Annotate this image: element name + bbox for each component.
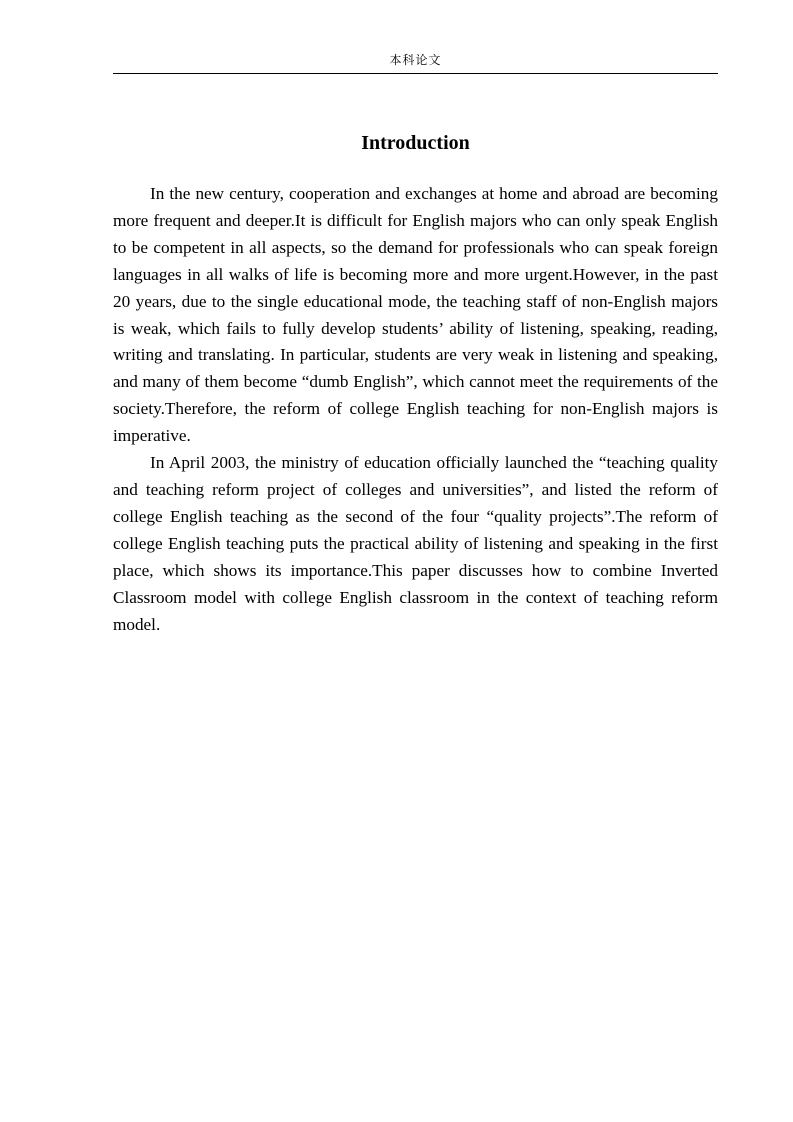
paragraph: In the new century, cooperation and exchanges at home and abroad are becoming more frequent and deeper.It is difficult for English majors who can only speak English to be competent in all aspects, so the demand for professionals who can speak foreign languages in all walks of life is becoming more and more urgent.However, in the past 20 years, due to the single educational mode, the teaching staff of non-English majors is weak, which fails to fully develop students’ ability of listening, speaking, reading, writing and translating. In particular, students are very weak in listening and speaking, and many of them become “dumb English”, which cannot meet the requirements of the society.Therefore, the reform of college English teaching for non-English majors is imperative. [113,184,718,446]
paragraph: In April 2003, the ministry of education officially launched the “teaching quality and teaching reform project of colleges and universities”, and listed the reform of college English teaching as the second of the four “quality projects”.The reform of college English teaching puts the practical ability of listening and speaking in the first place, which shows its importance.This paper discusses how to combine Inverted Classroom model with college English classroom in the context of teaching reform model. [113,453,718,634]
header-rule [113,73,718,74]
section-body [113,181,718,638]
running-header: 本科论文 [389,53,442,67]
section-title: Introduction [361,132,470,154]
